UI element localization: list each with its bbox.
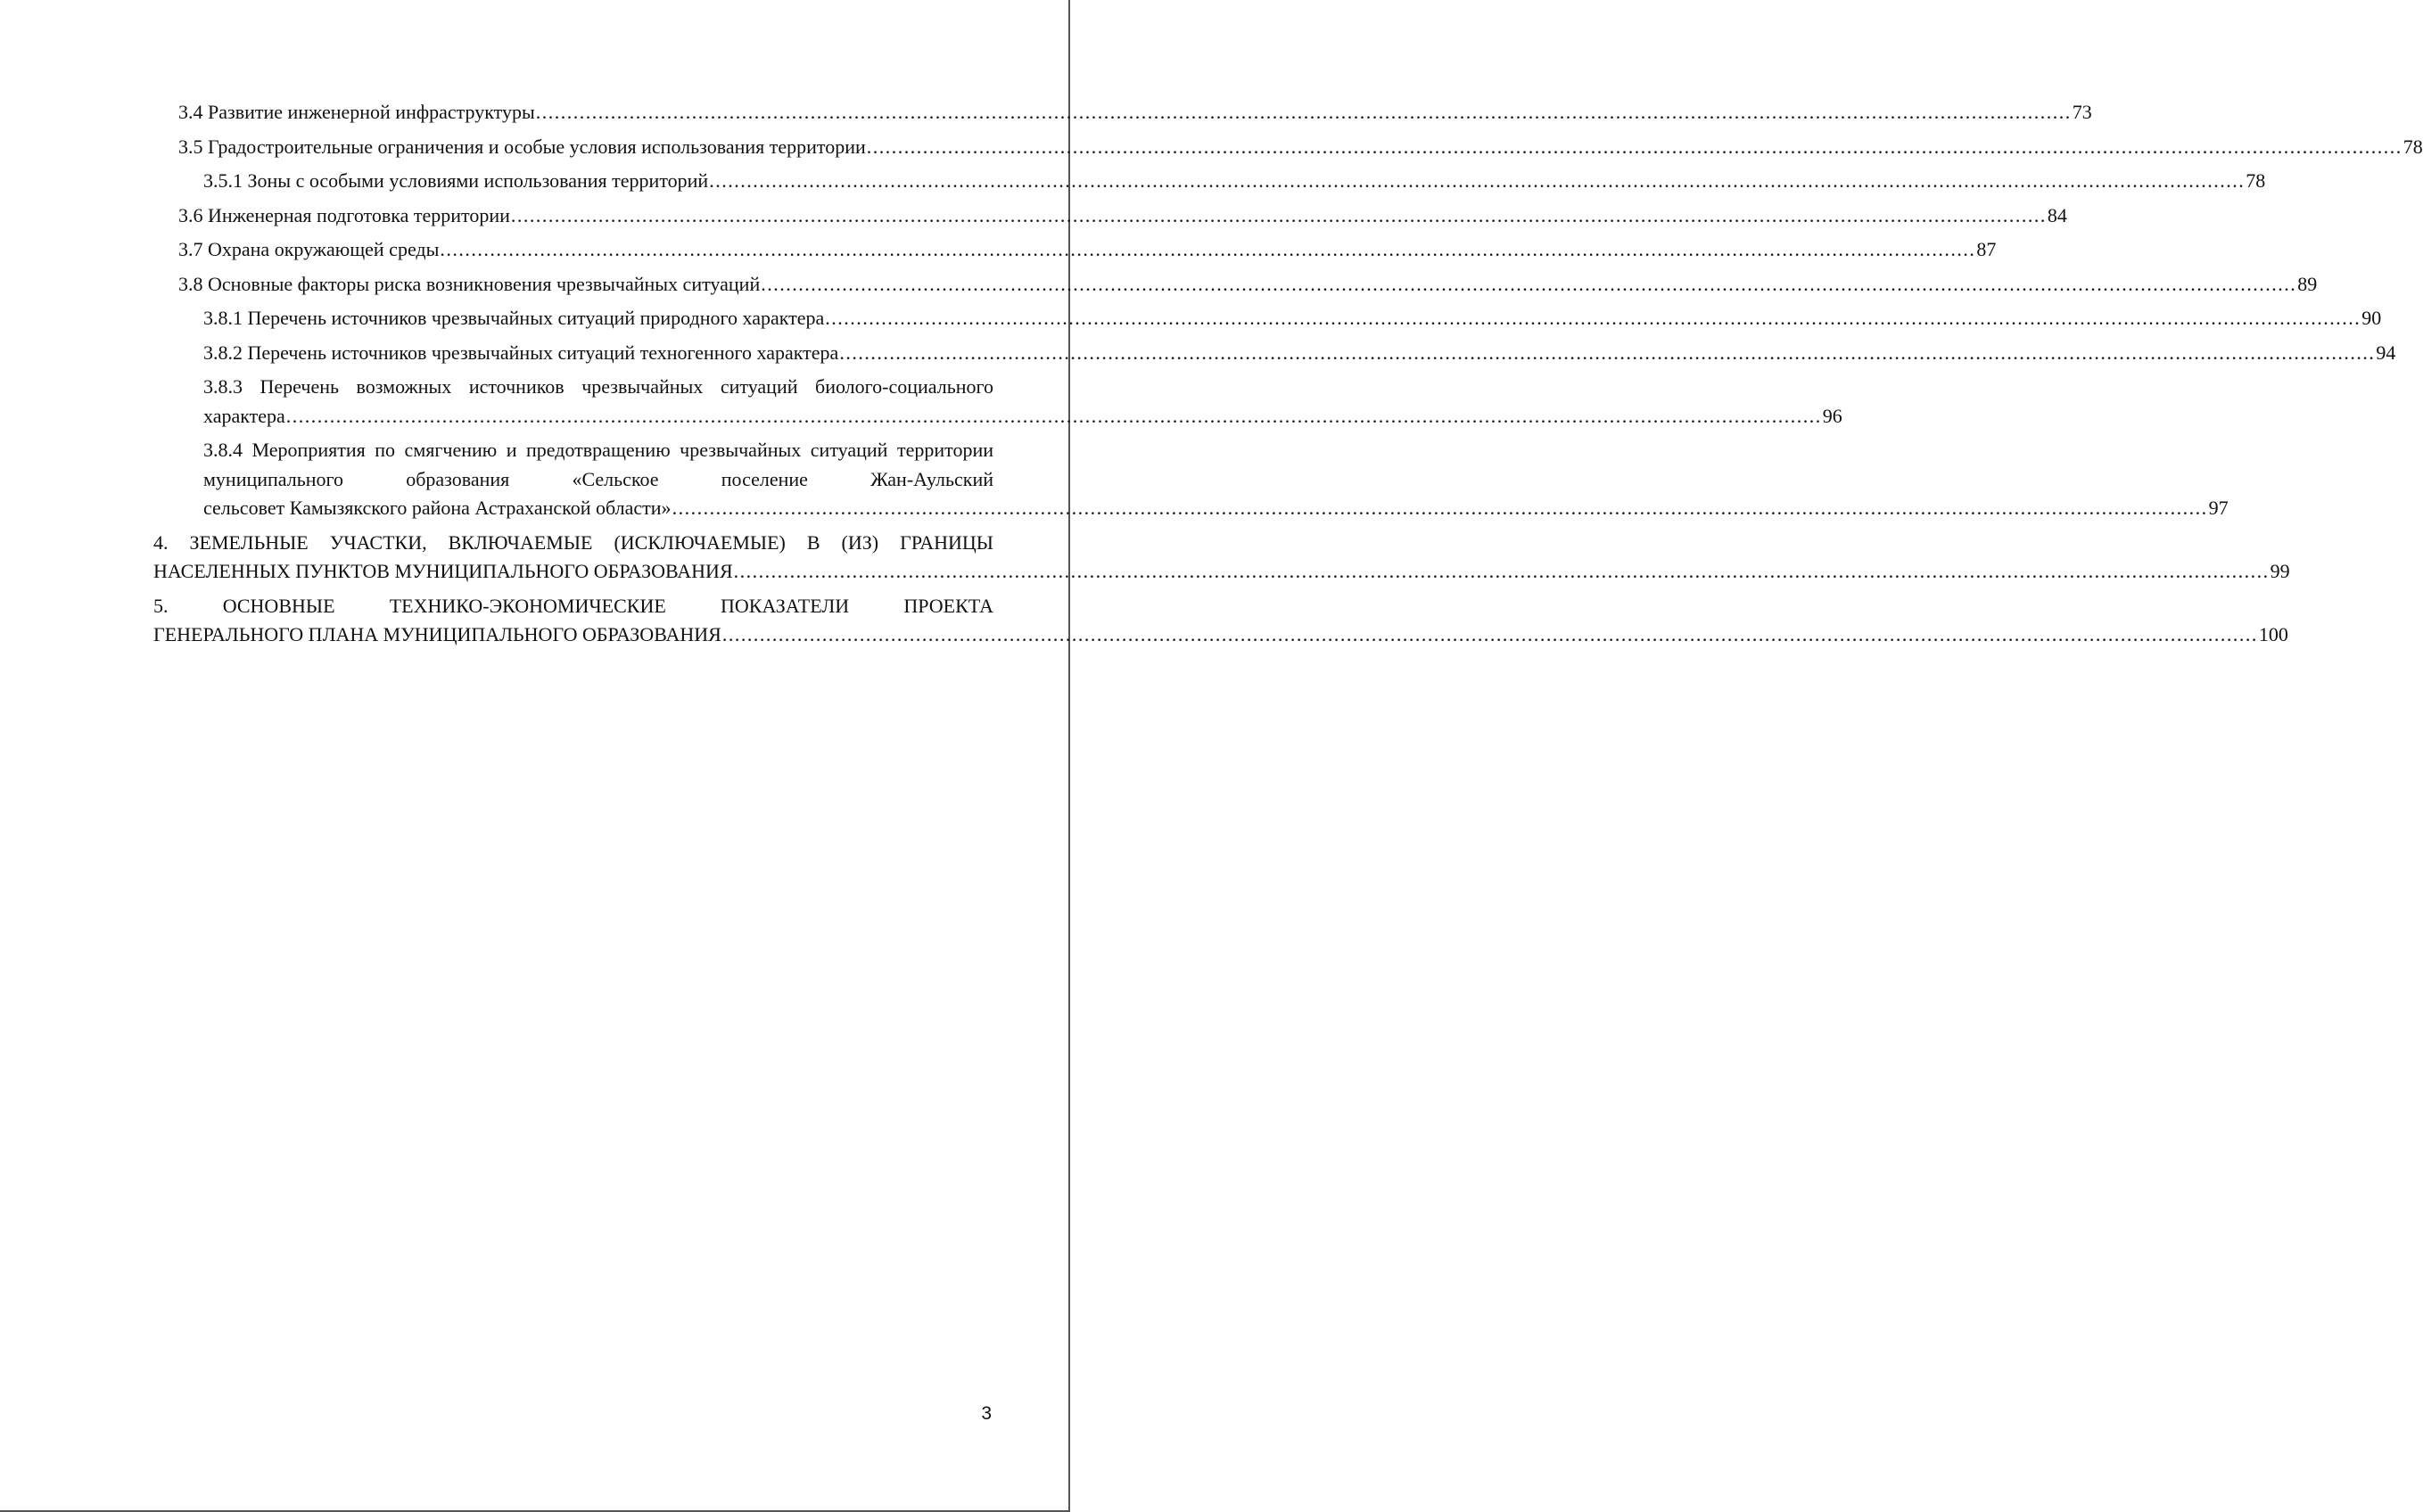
toc-entry-title: 3.8.4 Мероприятия по смягчению и предотвращению чрезвычайных ситуаций территории муниципального образования «Сельское поселение Жан-Аульский bbox=[203, 439, 993, 490]
toc-dot-leader bbox=[709, 167, 2245, 196]
toc-entry-title: 3.5 Градостроительные ограничения и особые условия использования территории bbox=[178, 135, 866, 158]
toc-entry-3-8-4[interactable] bbox=[153, 436, 2229, 523]
toc-entry-title-continued: НАСЕЛЕННЫХ ПУНКТОВ МУНИЦИПАЛЬНОГО ОБРАЗОВАНИЯ bbox=[153, 560, 733, 582]
toc-dot-leader bbox=[761, 270, 2296, 300]
toc-dot-leader bbox=[722, 620, 2258, 650]
toc-entry-title: 3.7 Охрана окружающей среды bbox=[178, 238, 440, 260]
toc-entry-3-5[interactable] bbox=[153, 133, 2423, 162]
toc-page-number: 89 bbox=[2297, 272, 2318, 295]
toc-page-number: 94 bbox=[2376, 341, 2396, 364]
toc-entry-title-continued: характера bbox=[203, 404, 285, 427]
toc-page-number: 99 bbox=[2270, 560, 2290, 582]
toc-dot-leader bbox=[839, 339, 2375, 368]
toc-page-number: 90 bbox=[2361, 307, 2382, 329]
toc-entry-title: 3.8.1 Перечень источников чрезвычайных ситуаций природного характера bbox=[203, 307, 825, 329]
toc-entry-title: 5. ОСНОВНЫЕ ТЕХНИКО-ЭКОНОМИЧЕСКИЕ ПОКАЗАТЕЛИ ПРОЕКТА bbox=[153, 594, 993, 617]
toc-entry-3-5-1[interactable] bbox=[153, 167, 2266, 196]
toc-dot-leader bbox=[825, 304, 2361, 333]
toc-page-number: 78 bbox=[2402, 135, 2423, 158]
toc-page-number: 100 bbox=[2258, 623, 2288, 645]
toc-dot-leader bbox=[734, 557, 2270, 587]
toc-entry-3-8-2[interactable] bbox=[153, 339, 2396, 368]
toc-entry-title-continued: ГЕНЕРАЛЬНОГО ПЛАНА МУНИЦИПАЛЬНОГО ОБРАЗОВАНИЯ bbox=[153, 623, 721, 645]
toc-entry-3-8-3[interactable] bbox=[153, 373, 1842, 431]
toc-dot-leader bbox=[440, 235, 1975, 265]
toc-entry-title-continued: сельсовет Камызякского района Астраханской области» bbox=[203, 497, 672, 519]
toc-dot-leader bbox=[511, 201, 2047, 231]
toc-dot-leader bbox=[286, 402, 1822, 431]
toc-page-number: 78 bbox=[2246, 169, 2266, 192]
page-number: 3 bbox=[981, 1403, 992, 1424]
toc-page-number: 84 bbox=[2047, 203, 2067, 226]
toc-page-number: 73 bbox=[2072, 101, 2092, 123]
toc-dot-leader bbox=[672, 494, 2208, 523]
toc-page-number: 96 bbox=[1822, 404, 1842, 427]
toc-entry-title: 3.8 Основные факторы риска возникновения чрезвычайных ситуаций bbox=[178, 272, 761, 295]
toc-entry-title: 4. ЗЕМЕЛЬНЫЕ УЧАСТКИ, ВКЛЮЧАЕМЫЕ (ИСКЛЮЧАЕМЫЕ) В (ИЗ) ГРАНИЦЫ bbox=[153, 530, 993, 554]
toc-page-number: 97 bbox=[2208, 497, 2229, 519]
table-of-contents bbox=[153, 98, 2423, 655]
toc-entry-3-6[interactable] bbox=[153, 201, 2067, 231]
toc-page-number: 87 bbox=[1976, 238, 1997, 260]
toc-entry-title: 3.8.2 Перечень источников чрезвычайных ситуаций техногенного характера bbox=[203, 341, 839, 364]
toc-entry-3-8-1[interactable] bbox=[153, 304, 2382, 333]
toc-entry-title: 3.8.3 Перечень возможных источников чрезвычайных ситуаций биолого-социального bbox=[203, 375, 993, 398]
toc-entry-3-8[interactable] bbox=[153, 270, 2318, 300]
toc-entry-title: 3.5.1 Зоны с особыми условиями использования территорий bbox=[203, 169, 709, 192]
toc-entry-3-4[interactable] bbox=[153, 98, 2092, 127]
toc-entry-3-7[interactable] bbox=[153, 235, 1997, 265]
toc-entry-title: 3.4 Развитие инженерной инфраструктуры bbox=[178, 101, 535, 123]
toc-entry-4[interactable] bbox=[153, 529, 2290, 587]
toc-entry-5[interactable] bbox=[153, 592, 2288, 650]
toc-dot-leader bbox=[536, 98, 2072, 127]
toc-entry-title: 3.6 Инженерная подготовка территории bbox=[178, 203, 510, 226]
toc-dot-leader bbox=[867, 133, 2402, 162]
